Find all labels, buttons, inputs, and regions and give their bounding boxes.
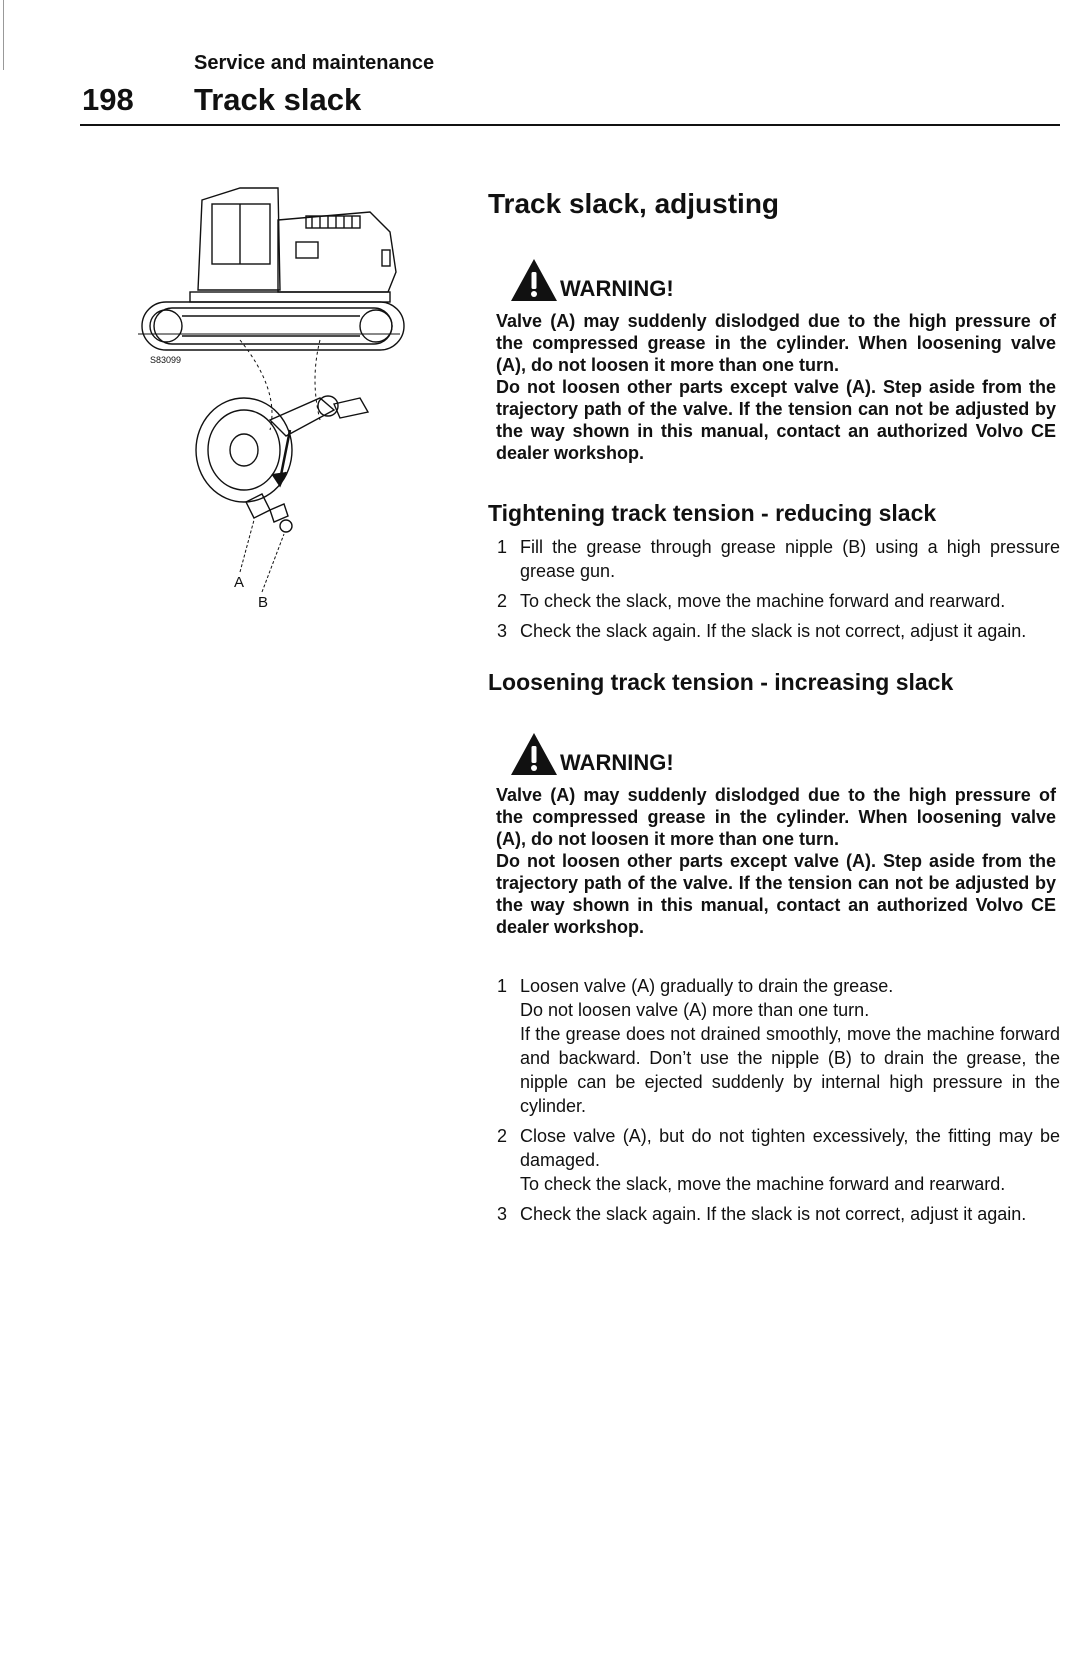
list-item [488, 974, 1060, 1118]
warning-label: WARNING! [560, 276, 674, 301]
list-item [488, 535, 1060, 583]
adjuster-cylinder [270, 398, 334, 436]
warning-paragraph-1: Valve (A) may suddenly dislodged due to the high pressure of the compressed grease in the cylinder. When loosening valve (A), do not loosen it more than one turn. [496, 311, 1056, 375]
tighten-steps [488, 535, 1060, 643]
page-title: Track slack [194, 82, 362, 117]
cab-window [212, 204, 270, 264]
idler-detail [196, 398, 292, 502]
step-text: Fill the grease through grease nipple (B) using a high pressure grease gun. [520, 537, 1060, 581]
list-item [488, 589, 1060, 613]
step-line: Check the slack again. If the slack is not correct, adjust it again. [520, 1204, 1027, 1224]
step-number: 2 [497, 1126, 508, 1146]
page-edge-line [3, 0, 4, 70]
step-text: Check the slack again. If the slack is not correct, adjust it again. [520, 621, 1027, 641]
step-line: Close valve (A), but do not tighten excessively, the fitting may be damaged. [520, 1126, 1060, 1170]
step-number: 3 [497, 621, 508, 641]
warning-header-2 [510, 732, 1058, 776]
section-label: Service and maintenance [194, 52, 435, 74]
excavator-track-illustration [120, 180, 450, 620]
warning-triangle-icon [510, 732, 558, 776]
step-line: If the grease does not drained smoothly, move the machine forward and backward. Don’t use the nipple (B) to drain the grease, the nipple can be ejected suddenly by internal high pressure in the cylinder. [520, 1024, 1060, 1116]
tighten-heading: Tightening track tension - reducing slack [488, 500, 937, 526]
sprocket-wheel [360, 310, 392, 342]
step-line: To check the slack, move the machine forward and rearward. [520, 1174, 1006, 1194]
valve-a [246, 494, 270, 518]
header-rule [80, 124, 1060, 126]
step-text: To check the slack, move the machine forward and rearward. [520, 591, 1006, 611]
list-item [488, 1202, 1060, 1226]
warning-triangle-icon [510, 258, 558, 302]
loosen-steps [488, 974, 1060, 1226]
step-line: Loosen valve (A) gradually to drain the grease. [520, 976, 894, 996]
figure-label-b: B [258, 594, 269, 611]
step-number: 1 [497, 976, 508, 996]
idler-wheel [150, 310, 182, 342]
figure-label-a: A [234, 574, 245, 591]
page-number: 198 [82, 82, 134, 117]
step-number: 1 [497, 537, 508, 557]
step-line: Do not loosen valve (A) more than one turn. [520, 1000, 870, 1020]
loosen-heading: Loosening track tension - increasing slack [488, 669, 954, 695]
excavator-drawing [120, 180, 450, 620]
warning-header-1 [510, 258, 1058, 302]
content-column [488, 188, 1058, 1232]
turntable-base [190, 292, 390, 302]
section-heading: Track slack, adjusting [488, 188, 780, 219]
step-number: 3 [497, 1204, 508, 1224]
logo-plate [296, 242, 318, 258]
warning-paragraph-1: Valve (A) may suddenly dislodged due to the high pressure of the compressed grease in the cylinder. When loosening valve (A), do not loosen it more than one turn. [496, 785, 1056, 849]
list-item [488, 1124, 1060, 1196]
warning-paragraph-2: Do not loosen other parts except valve (A). Step aside from the trajectory path of the valve. If the tension can not be adjusted by the way shown in this manual, contact an authorized Volvo CE dealer workshop. [496, 377, 1056, 463]
figure-code: S83099 [150, 355, 182, 365]
warning-text [496, 310, 1056, 464]
list-item [488, 619, 1060, 643]
warning-label: WARNING! [560, 750, 674, 775]
warning-paragraph-2: Do not loosen other parts except valve (A). Step aside from the trajectory path of the valve. If the tension can not be adjusted by the way shown in this manual, contact an authorized Volvo CE dealer workshop. [496, 851, 1056, 937]
warning-text [496, 784, 1056, 938]
nipple-b [280, 520, 292, 532]
step-number: 2 [497, 591, 508, 611]
